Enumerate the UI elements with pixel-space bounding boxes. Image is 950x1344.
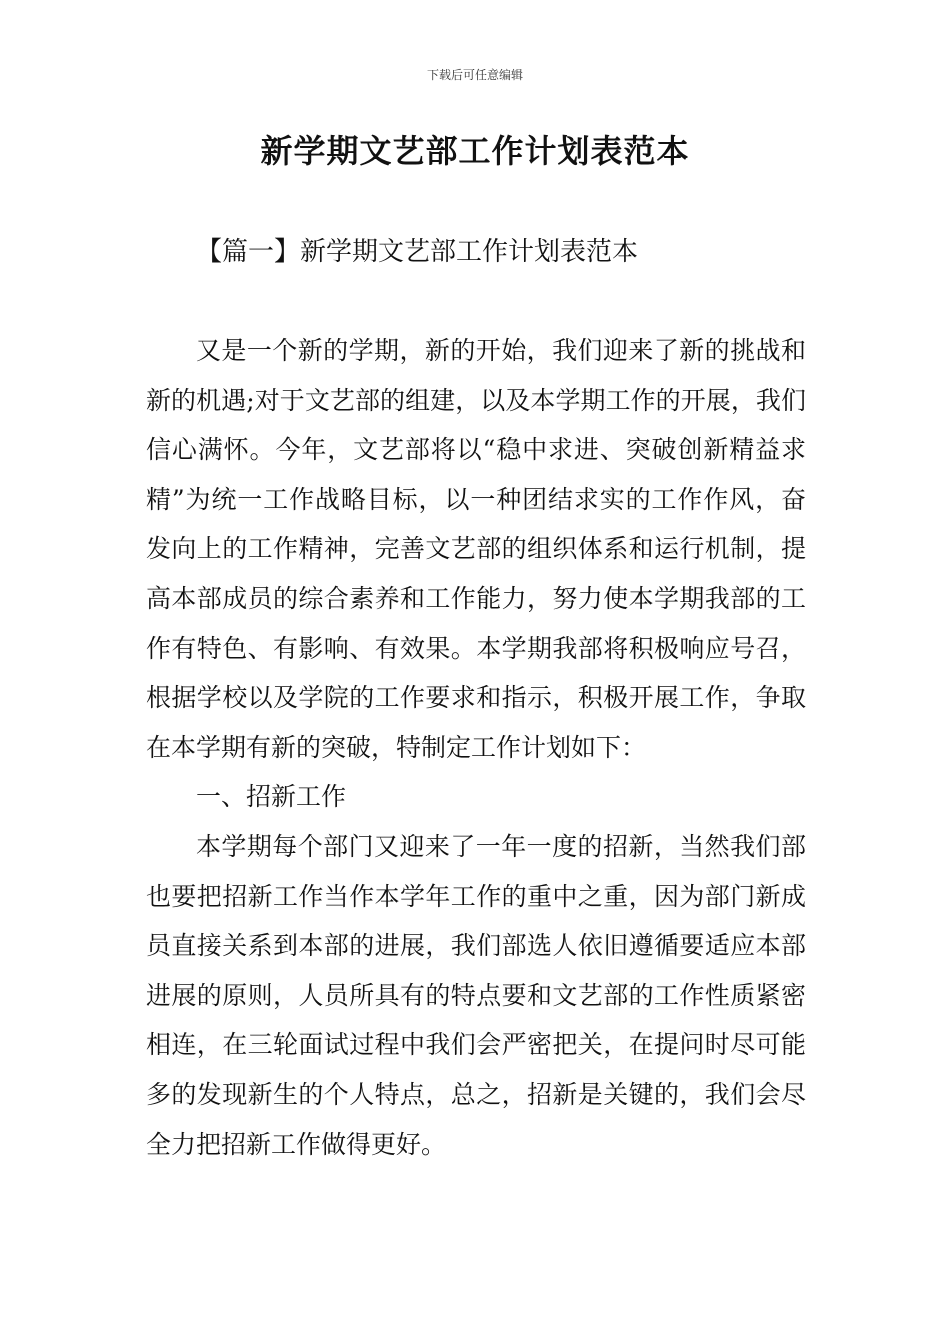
paragraph-recruitment: 本学期每个部门又迎来了一年一度的招新，当然我们部也要把招新工作当作本学年工作的重中之重，因为部门新成员直接关系到本部的进展，我们部选人依旧遵循要适应本部进展的原则，人员所具有的特点要和文艺部的工作性质紧密相连，在三轮面试过程中我们会严密把关，在提问时尽可能多的发现新生的个人特点，总之，招新是关键的，我们会尽全力把招新工作做得更好。 (146, 831, 806, 1159)
header-note: 下载后可任意编辑 (426, 68, 523, 82)
document-body (146, 326, 806, 1169)
section-heading: 【篇一】新学期文艺部工作计划表范本 (196, 237, 639, 267)
paragraph-intro: 又是一个新的学期，新的开始，我们迎来了新的挑战和新的机遇;对于文艺部的组建，以及本学期工作的开展，我们信心满怀。今年，文艺部将以“稳中求进、突破创新精益求精”为统一工作战略目标，以一种团结求实的工作作风，奋发向上的工作精神，完善文艺部的组织体系和运行机制，提高本部成员的综合素养和工作能力，努力使本学期我部的工作有特色、有影响、有效果。本学期我部将积极响应号召，根据学校以及学院的工作要求和指示，积极开展工作，争取在本学期有新的突破，特制定工作计划如下： (146, 336, 806, 762)
page-title: 新学期文艺部工作计划表范本 (260, 132, 690, 170)
subheading-recruitment: 一、招新工作 (196, 782, 347, 812)
